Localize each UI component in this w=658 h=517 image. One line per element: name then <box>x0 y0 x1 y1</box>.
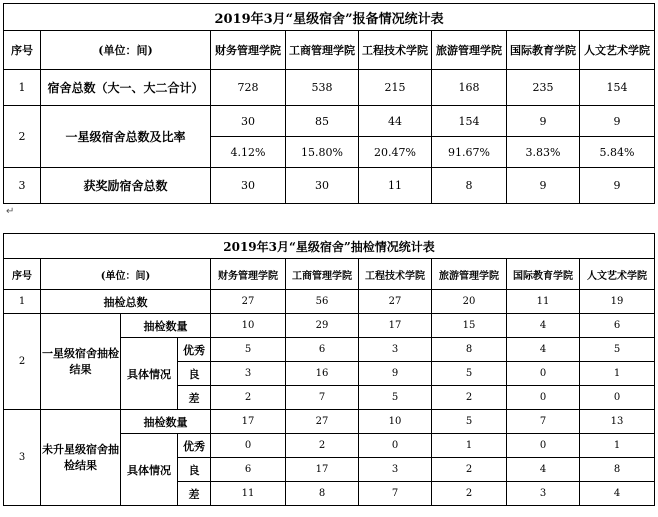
table-row <box>4 70 655 106</box>
ratio-cell: 91.67% <box>432 137 507 168</box>
row-number: 3 <box>4 410 41 506</box>
check-label: 抽检数量 <box>121 314 211 338</box>
header-cell: 财务管理学院 <box>211 31 286 70</box>
value-cell: 168 <box>432 70 507 106</box>
value-cell: 3 <box>507 482 580 506</box>
value-cell: 27 <box>211 290 286 314</box>
value-cell: 27 <box>359 290 432 314</box>
value-cell: 2 <box>432 482 507 506</box>
value-cell: 10 <box>359 410 432 434</box>
value-cell: 3 <box>359 458 432 482</box>
header-cell: 国际教育学院 <box>507 31 580 70</box>
value-cell: 7 <box>507 410 580 434</box>
value-cell: 9 <box>580 106 655 137</box>
value-cell: 2 <box>432 458 507 482</box>
value-cell: 3 <box>211 362 286 386</box>
value-cell: 728 <box>211 70 286 106</box>
row-label: 抽检总数 <box>41 290 211 314</box>
table-row <box>4 168 655 204</box>
value-cell: 8 <box>432 168 507 204</box>
header-cell: 工商管理学院 <box>286 259 359 290</box>
header-cell: 人文艺术学院 <box>580 259 655 290</box>
value-cell: 0 <box>580 386 655 410</box>
value-cell: 17 <box>211 410 286 434</box>
value-cell: 4 <box>507 458 580 482</box>
value-cell: 27 <box>286 410 359 434</box>
row-number: 1 <box>4 70 41 106</box>
header-cell: 工程技术学院 <box>359 31 432 70</box>
value-cell: 0 <box>507 434 580 458</box>
value-cell: 17 <box>286 458 359 482</box>
value-cell: 17 <box>359 314 432 338</box>
header-cell: 国际教育学院 <box>507 259 580 290</box>
row-number: 2 <box>4 106 41 168</box>
ratio-cell: 15.80% <box>286 137 359 168</box>
header-cell: (单位：间) <box>41 31 211 70</box>
value-cell: 1 <box>580 362 655 386</box>
header-cell: 工程技术学院 <box>359 259 432 290</box>
value-cell: 215 <box>359 70 432 106</box>
value-cell: 9 <box>359 362 432 386</box>
header-cell: 工商管理学院 <box>286 31 359 70</box>
value-cell: 44 <box>359 106 432 137</box>
paragraph-mark: ↵ <box>6 206 15 217</box>
ratio-cell: 5.84% <box>580 137 655 168</box>
value-cell: 19 <box>580 290 655 314</box>
group-label: 未升星级宿舍抽检结果 <box>41 410 121 506</box>
value-cell: 0 <box>507 386 580 410</box>
value-cell: 0 <box>507 362 580 386</box>
value-cell: 154 <box>432 106 507 137</box>
value-cell: 13 <box>580 410 655 434</box>
value-cell: 2 <box>286 434 359 458</box>
inspection-title: 2019年3月“星级宿舍”抽检情况统计表 <box>4 234 655 259</box>
check-label: 抽检数量 <box>121 410 211 434</box>
value-cell: 5 <box>432 410 507 434</box>
report-header-row <box>4 31 655 70</box>
value-cell: 8 <box>580 458 655 482</box>
value-cell: 5 <box>359 386 432 410</box>
inspection-table <box>3 233 655 506</box>
ratio-cell: 3.83% <box>507 137 580 168</box>
value-cell: 56 <box>286 290 359 314</box>
value-cell: 1 <box>580 434 655 458</box>
value-cell: 4 <box>507 314 580 338</box>
grade-label: 良 <box>178 362 211 386</box>
value-cell: 8 <box>286 482 359 506</box>
value-cell: 7 <box>286 386 359 410</box>
header-cell: 序号 <box>4 31 41 70</box>
row-number: 3 <box>4 168 41 204</box>
row-label: 获奖励宿舍总数 <box>41 168 211 204</box>
row-number: 1 <box>4 290 41 314</box>
header-cell: 旅游管理学院 <box>432 31 507 70</box>
value-cell: 538 <box>286 70 359 106</box>
header-cell: 人文艺术学院 <box>580 31 655 70</box>
grade-label: 差 <box>178 386 211 410</box>
value-cell: 30 <box>211 168 286 204</box>
value-cell: 154 <box>580 70 655 106</box>
value-cell: 10 <box>211 314 286 338</box>
value-cell: 2 <box>211 386 286 410</box>
header-cell: 旅游管理学院 <box>432 259 507 290</box>
value-cell: 5 <box>432 362 507 386</box>
table-row <box>4 314 655 338</box>
value-cell: 6 <box>211 458 286 482</box>
value-cell: 15 <box>432 314 507 338</box>
row-number: 2 <box>4 314 41 410</box>
header-cell: 财务管理学院 <box>211 259 286 290</box>
row-label: 宿舍总数（大一、大二合计） <box>41 70 211 106</box>
table-row <box>4 106 655 137</box>
value-cell: 9 <box>580 168 655 204</box>
value-cell: 9 <box>507 106 580 137</box>
report-title: 2019年3月“星级宿舍”报备情况统计表 <box>4 4 655 31</box>
value-cell: 16 <box>286 362 359 386</box>
value-cell: 30 <box>211 106 286 137</box>
value-cell: 0 <box>359 434 432 458</box>
ratio-cell: 4.12% <box>211 137 286 168</box>
value-cell: 7 <box>359 482 432 506</box>
grade-label: 优秀 <box>178 434 211 458</box>
table-row <box>4 410 655 434</box>
value-cell: 5 <box>211 338 286 362</box>
value-cell: 6 <box>580 314 655 338</box>
value-cell: 235 <box>507 70 580 106</box>
header-cell: (单位：间) <box>41 259 211 290</box>
value-cell: 11 <box>359 168 432 204</box>
value-cell: 4 <box>580 482 655 506</box>
grade-label: 优秀 <box>178 338 211 362</box>
value-cell: 1 <box>432 434 507 458</box>
header-cell: 序号 <box>4 259 41 290</box>
grade-label: 良 <box>178 458 211 482</box>
value-cell: 85 <box>286 106 359 137</box>
ratio-cell: 20.47% <box>359 137 432 168</box>
value-cell: 8 <box>432 338 507 362</box>
value-cell: 9 <box>507 168 580 204</box>
report-table <box>3 3 655 204</box>
value-cell: 2 <box>432 386 507 410</box>
detail-label: 具体情况 <box>121 338 178 410</box>
value-cell: 6 <box>286 338 359 362</box>
detail-label: 具体情况 <box>121 434 178 506</box>
table-row <box>4 290 655 314</box>
value-cell: 11 <box>507 290 580 314</box>
value-cell: 30 <box>286 168 359 204</box>
inspection-header-row <box>4 259 655 290</box>
value-cell: 0 <box>211 434 286 458</box>
group-label: 一星级宿舍抽检结果 <box>41 314 121 410</box>
value-cell: 3 <box>359 338 432 362</box>
value-cell: 4 <box>507 338 580 362</box>
value-cell: 11 <box>211 482 286 506</box>
value-cell: 29 <box>286 314 359 338</box>
value-cell: 20 <box>432 290 507 314</box>
row-label: 一星级宿舍总数及比率 <box>41 106 211 168</box>
grade-label: 差 <box>178 482 211 506</box>
value-cell: 5 <box>580 338 655 362</box>
